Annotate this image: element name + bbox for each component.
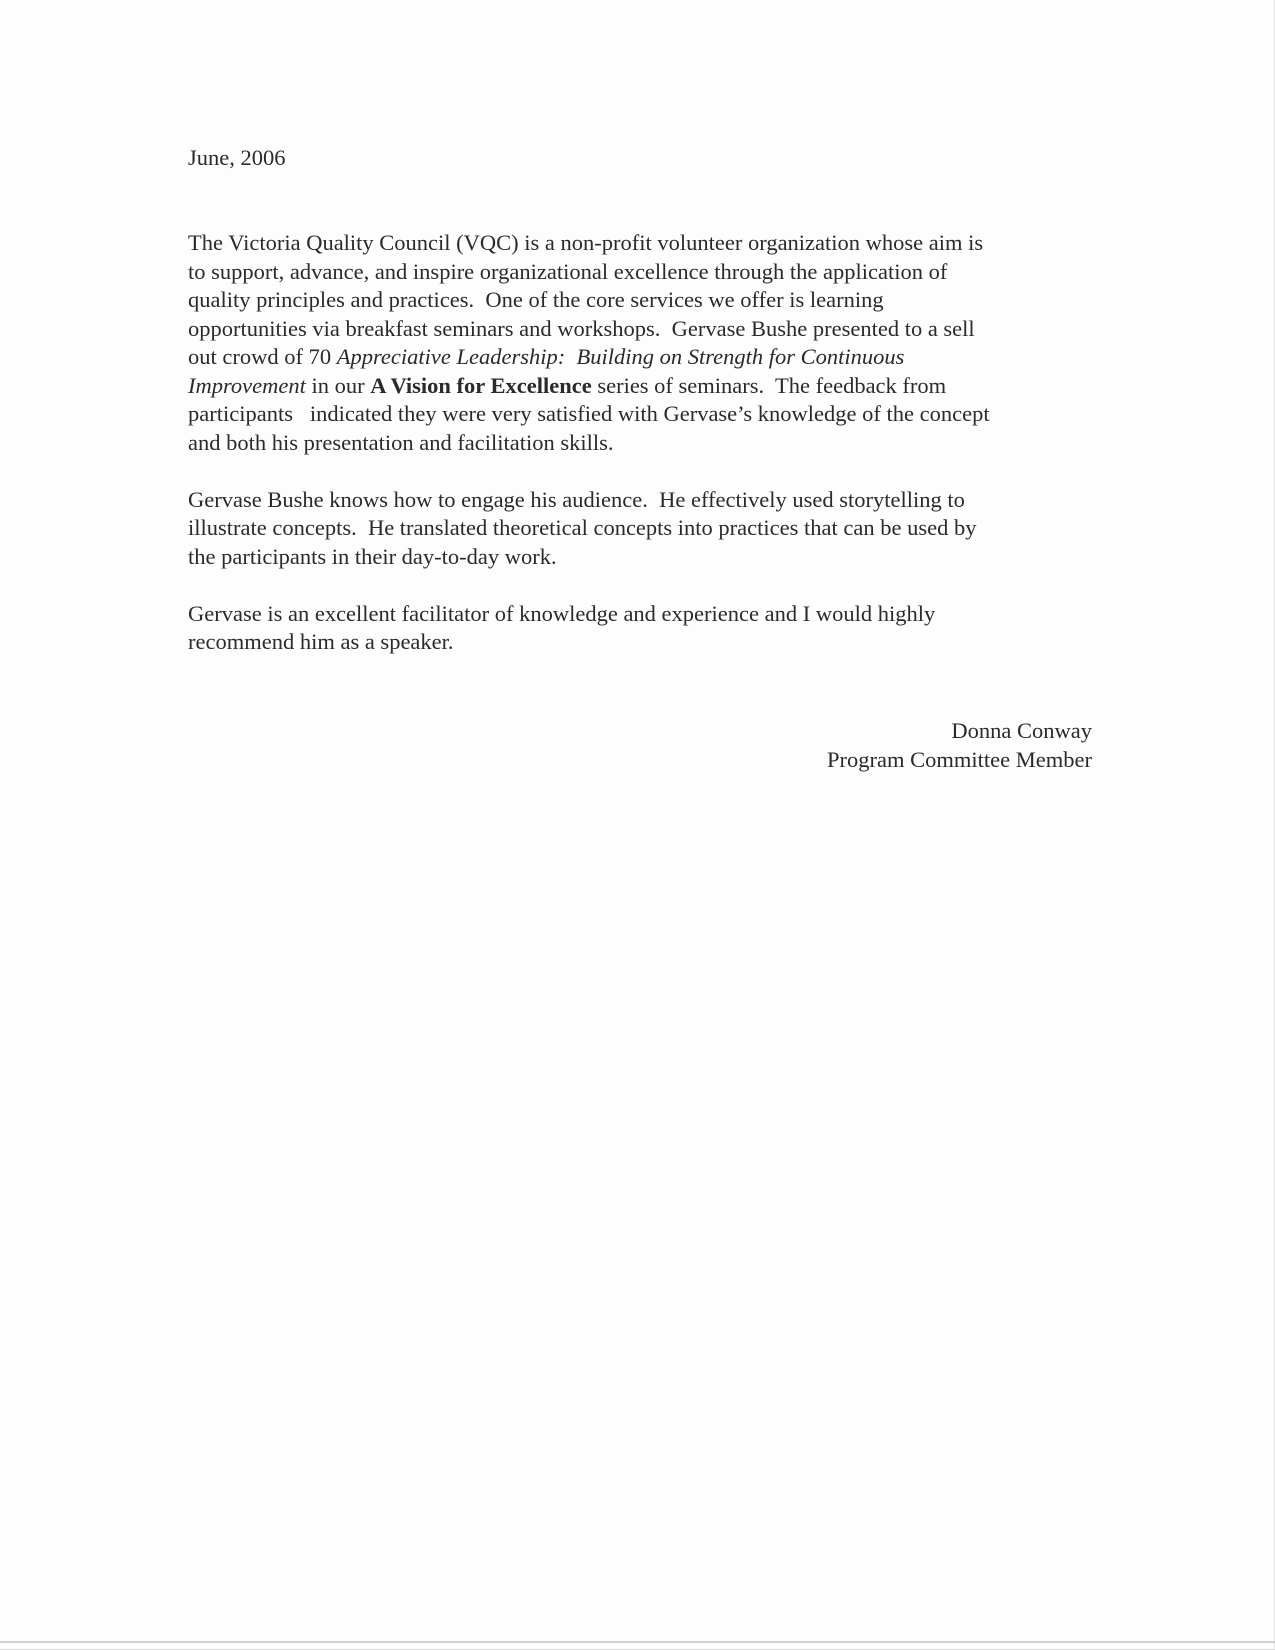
paragraph-line bbox=[188, 258, 1093, 287]
text-run: The Victoria Quality Council (VQC) is a non-profit volunteer organization whose aim is bbox=[188, 230, 984, 255]
paragraph-line bbox=[188, 343, 1093, 372]
paragraph-line bbox=[188, 315, 1093, 344]
paragraph-line bbox=[188, 429, 1093, 458]
paragraph-line bbox=[188, 229, 1093, 258]
letter-date: June, 2006 bbox=[188, 145, 286, 170]
text-run: quality principles and practices. One of the core services we offer is learning bbox=[188, 287, 884, 312]
text-run: opportunities via breakfast seminars and workshops. Gervase Bushe presented to a sell bbox=[188, 315, 975, 341]
page-edge-divider bbox=[0, 1641, 1275, 1643]
text-run: to support, advance, and inspire organizational excellence through the application of bbox=[188, 258, 948, 284]
text-run: illustrate concepts. He translated theoretical concepts into practices that can be used by bbox=[188, 515, 977, 540]
signature-block bbox=[827, 717, 1092, 774]
text-run: participants indicated they were very satisfied with Gervase’s knowledge of the concept bbox=[188, 401, 990, 426]
paragraph-line bbox=[188, 286, 1093, 315]
paragraph-line bbox=[188, 628, 1093, 657]
paragraph-line bbox=[188, 514, 1093, 543]
text-run: Gervase is an excellent facilitator of knowledge and experience and I would highly bbox=[188, 600, 936, 626]
seminar-title-text: Appreciative Leadership: Building on Strength for Continuous bbox=[336, 344, 905, 369]
paragraph-line bbox=[188, 543, 1093, 572]
letter-paragraph bbox=[188, 600, 1093, 657]
text-run: the participants in their day-to-day work. bbox=[188, 543, 557, 569]
text-run: recommend him as a speaker. bbox=[188, 629, 454, 654]
letter-paragraph bbox=[188, 486, 1093, 572]
letter-body bbox=[188, 229, 1093, 685]
text-run: Gervase Bushe knows how to engage his audience. He effectively used storytelling to bbox=[188, 486, 965, 512]
text-run: in our bbox=[305, 372, 371, 398]
letter-paragraph bbox=[188, 229, 1093, 457]
text-run: series of seminars. The feedback from bbox=[591, 372, 947, 398]
signatory-title: Program Committee Member bbox=[827, 746, 1092, 772]
text-run: and both his presentation and facilitation skills. bbox=[188, 429, 614, 455]
paragraph-line bbox=[188, 400, 1093, 429]
paragraph-line bbox=[188, 600, 1093, 629]
seminar-title-text: Improvement bbox=[188, 372, 306, 398]
paragraph-line bbox=[188, 372, 1093, 401]
signatory-name: Donna Conway bbox=[951, 718, 1092, 743]
text-run: out crowd of 70 bbox=[188, 344, 337, 369]
series-name-text: A Vision for Excellence bbox=[370, 372, 592, 398]
paragraph-line bbox=[188, 486, 1093, 515]
